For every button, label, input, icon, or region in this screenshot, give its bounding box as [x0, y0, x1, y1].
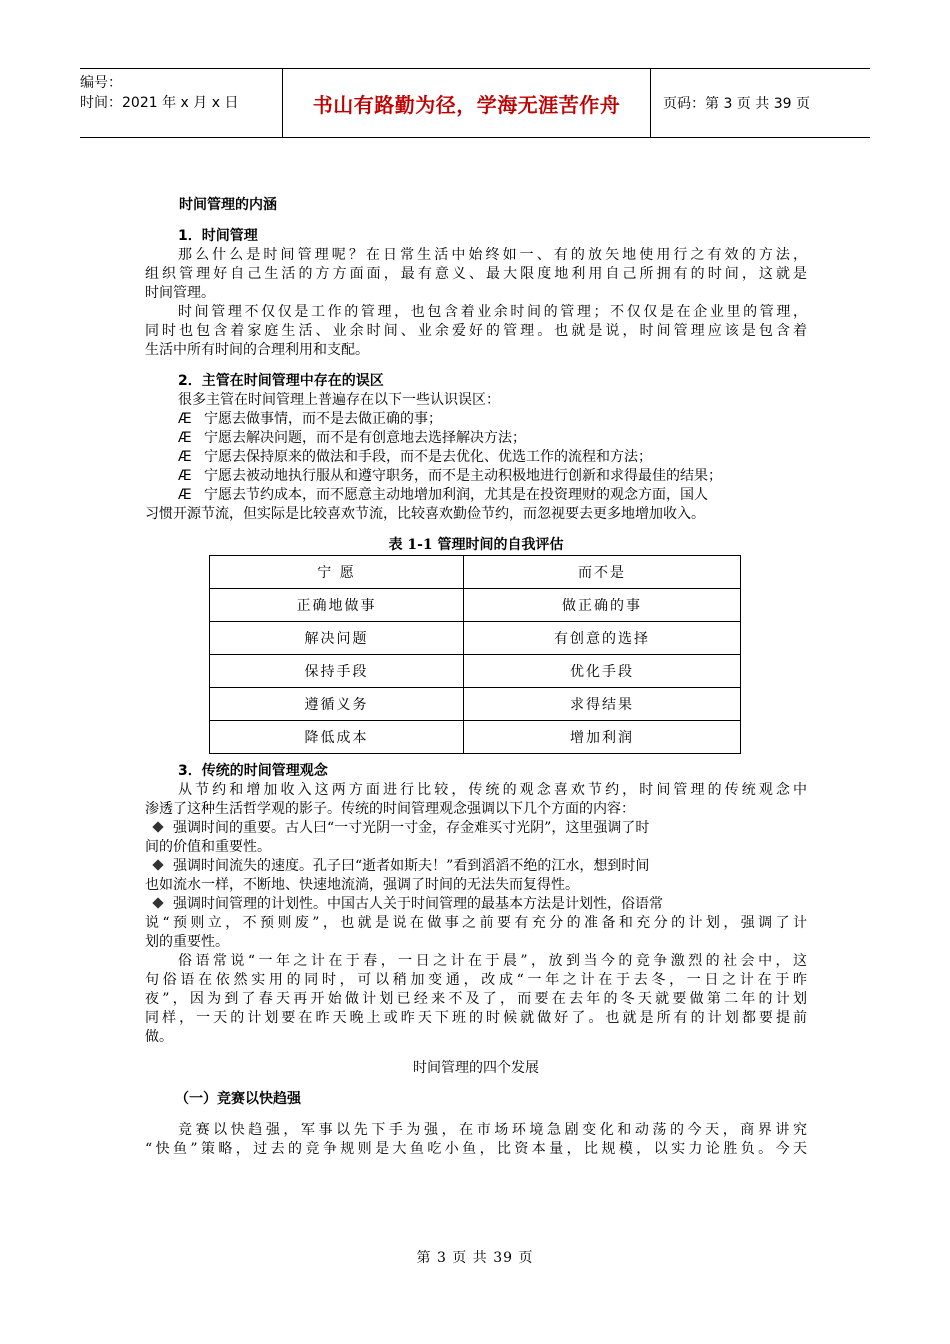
paragraph-line: 时间管理。: [145, 285, 215, 301]
bullet-glyph: Æ: [178, 430, 192, 446]
paragraph-line: 夜”，因为到了春天再开始做计划已经来不及了，而要在去年的冬天就要做第二年的计划: [145, 991, 807, 1007]
table-row: [210, 589, 741, 622]
paragraph-line: 时间管理不仅仅是工作的管理，也包含着业余时间的管理；不仅仅是在企业里的管理，: [178, 304, 807, 320]
sub1-heading: （一）竞赛以快趋强: [175, 1091, 301, 1107]
paragraph-line: 俗语常说“一年之计在于春，一日之计在于晨”，放到当今的竞争激烈的社会中，这: [178, 953, 807, 969]
bullet-glyph: Æ: [178, 487, 192, 503]
paragraph-line: 同时也包含着家庭生活、业余时间、业余爱好的管理。也就是说，时间管理应该是包含着: [145, 323, 807, 339]
table-title: 表 1-1 管理时间的自我评估: [388, 537, 564, 553]
list-item: Æ 宁愿去解决问题，而不是有创意地去选择解决方法；: [178, 430, 526, 446]
header-meta: [80, 69, 283, 137]
bullet-glyph: Æ: [178, 468, 192, 484]
table-cell: 求得结果: [464, 688, 741, 721]
paragraph-line: 同样，一天的计划要在昨天晚上或昨天下班的时候就做好了。也就是所有的计划都要提前: [145, 1010, 807, 1026]
paragraph-line: 也如流水一样，不断地、快速地流淌，强调了时间的无法失而复得性。: [145, 877, 579, 893]
paragraph-line: 习惯开源节流，但实际是比较喜欢节流，比较喜欢勤俭节约，而忽视要去更多地增加收入。: [145, 506, 705, 522]
table-row: [210, 688, 741, 721]
s3-heading: 3．传统的时间管理观念: [178, 763, 328, 779]
table-header-row: [210, 556, 741, 589]
header-motto: 书山有路勤为径，学海无涯苦作舟: [312, 92, 621, 117]
paragraph-line: “快鱼”策略，过去的竞争规则是大鱼吃小鱼，比资本量，比规模，以实力论胜负。今天: [145, 1141, 807, 1157]
section2-title: 时间管理的四个发展: [413, 1060, 539, 1076]
header-number: 编号：: [80, 75, 122, 91]
list-item: Æ 宁愿去被动地执行服从和遵守职务，而不是主动积极地进行创新和求得最佳的结果；: [178, 468, 722, 484]
list-item: 强调时间的重要。古人曰“一寸光阴一寸金，存金难买寸光阴”，这里强调了时: [145, 819, 807, 838]
paragraph-line: 间的价值和重要性。: [145, 839, 271, 855]
table-header-cell: 而不是: [464, 556, 741, 589]
table-cell: 遵循义务: [210, 688, 464, 721]
table-header-cell: 宁 愿: [210, 556, 464, 589]
table-row: [210, 721, 741, 754]
table-cell: 有创意的选择: [464, 622, 741, 655]
header-date: 时间：2021 年 x 月 x 日: [80, 95, 239, 111]
header-page-info: 页码：第 3 页 共 39 页: [663, 96, 810, 112]
bullet-glyph: Æ: [178, 411, 192, 427]
paragraph-line: 渗透了这种生活哲学观的影子。传统的时间管理观念强调以下几个方面的内容：: [145, 801, 635, 817]
page-header: [80, 68, 870, 138]
paragraph-line: 划的重要性。: [145, 934, 229, 950]
document-body: [145, 196, 807, 1159]
list-item: Æ 宁愿去节约成本，而不愿意主动地增加利润，尤其是在投资理财的观念方面，国人: [178, 487, 708, 503]
table-cell: 做正确的事: [464, 589, 741, 622]
table-cell: 增加利润: [464, 721, 741, 754]
list-item: 强调时间流失的速度。孔子曰“逝者如斯夫！”看到滔滔不绝的江水，想到时间: [145, 857, 807, 876]
section-title: 时间管理的内涵: [179, 197, 277, 213]
paragraph-line: 组织管理好自己生活的方方面面，最有意义、最大限度地利用自己所拥有的时间，这就是: [145, 266, 807, 282]
s2-heading: 2．主管在时间管理中存在的误区: [178, 373, 384, 389]
self-assessment-table: [209, 555, 741, 754]
paragraph-line: 那么什么是时间管理呢？在日常生活中始终如一、有的放矢地使用行之有效的方法，: [178, 247, 807, 263]
table-cell: 正确地做事: [210, 589, 464, 622]
table-row: [210, 622, 741, 655]
paragraph-line: 从节约和增加收入这两方面进行比较，传统的观念喜欢节约，时间管理的传统观念中: [178, 782, 807, 798]
list-item: 强调时间管理的计划性。中国古人关于时间管理的最基本方法是计划性，俗语常: [145, 895, 807, 914]
diamond-bullet-icon: [145, 895, 173, 914]
paragraph-line: 句俗语在依然实用的同时，可以稍加变通，改成“一年之计在于去冬，一日之计在于昨: [145, 972, 807, 988]
table-cell: 优化手段: [464, 655, 741, 688]
paragraph-line: 生活中所有时间的合理利用和支配。: [145, 342, 369, 358]
bullet-glyph: Æ: [178, 449, 192, 465]
diamond-bullet-icon: [145, 857, 173, 876]
header-motto-cell: [283, 69, 651, 137]
paragraph-line: 竞赛以快趋强，军事以先下手为强，在市场环境急剧变化和动荡的今天，商界讲究: [178, 1122, 807, 1138]
diamond-bullet-icon: [145, 819, 173, 838]
paragraph-line: 做。: [145, 1029, 173, 1045]
s1-heading: 1．时间管理: [178, 228, 258, 244]
table-cell: 保持手段: [210, 655, 464, 688]
table-cell: 降低成本: [210, 721, 464, 754]
paragraph-line: 说“预则立，不预则废”，也就是说在做事之前要有充分的准备和充分的计划，强调了计: [145, 915, 807, 931]
list-item: Æ 宁愿去做事情，而不是去做正确的事；: [178, 411, 442, 427]
header-page-info-cell: [651, 69, 870, 137]
table-row: [210, 655, 741, 688]
paragraph-line: 很多主管在时间管理上普遍存在以下一些认识误区：: [178, 392, 500, 408]
table-cell: 解决问题: [210, 622, 464, 655]
list-item: Æ 宁愿去保持原来的做法和手段，而不是去优化、优选工作的流程和方法；: [178, 449, 652, 465]
page-footer: 第 3 页 共 39 页: [416, 1250, 534, 1266]
